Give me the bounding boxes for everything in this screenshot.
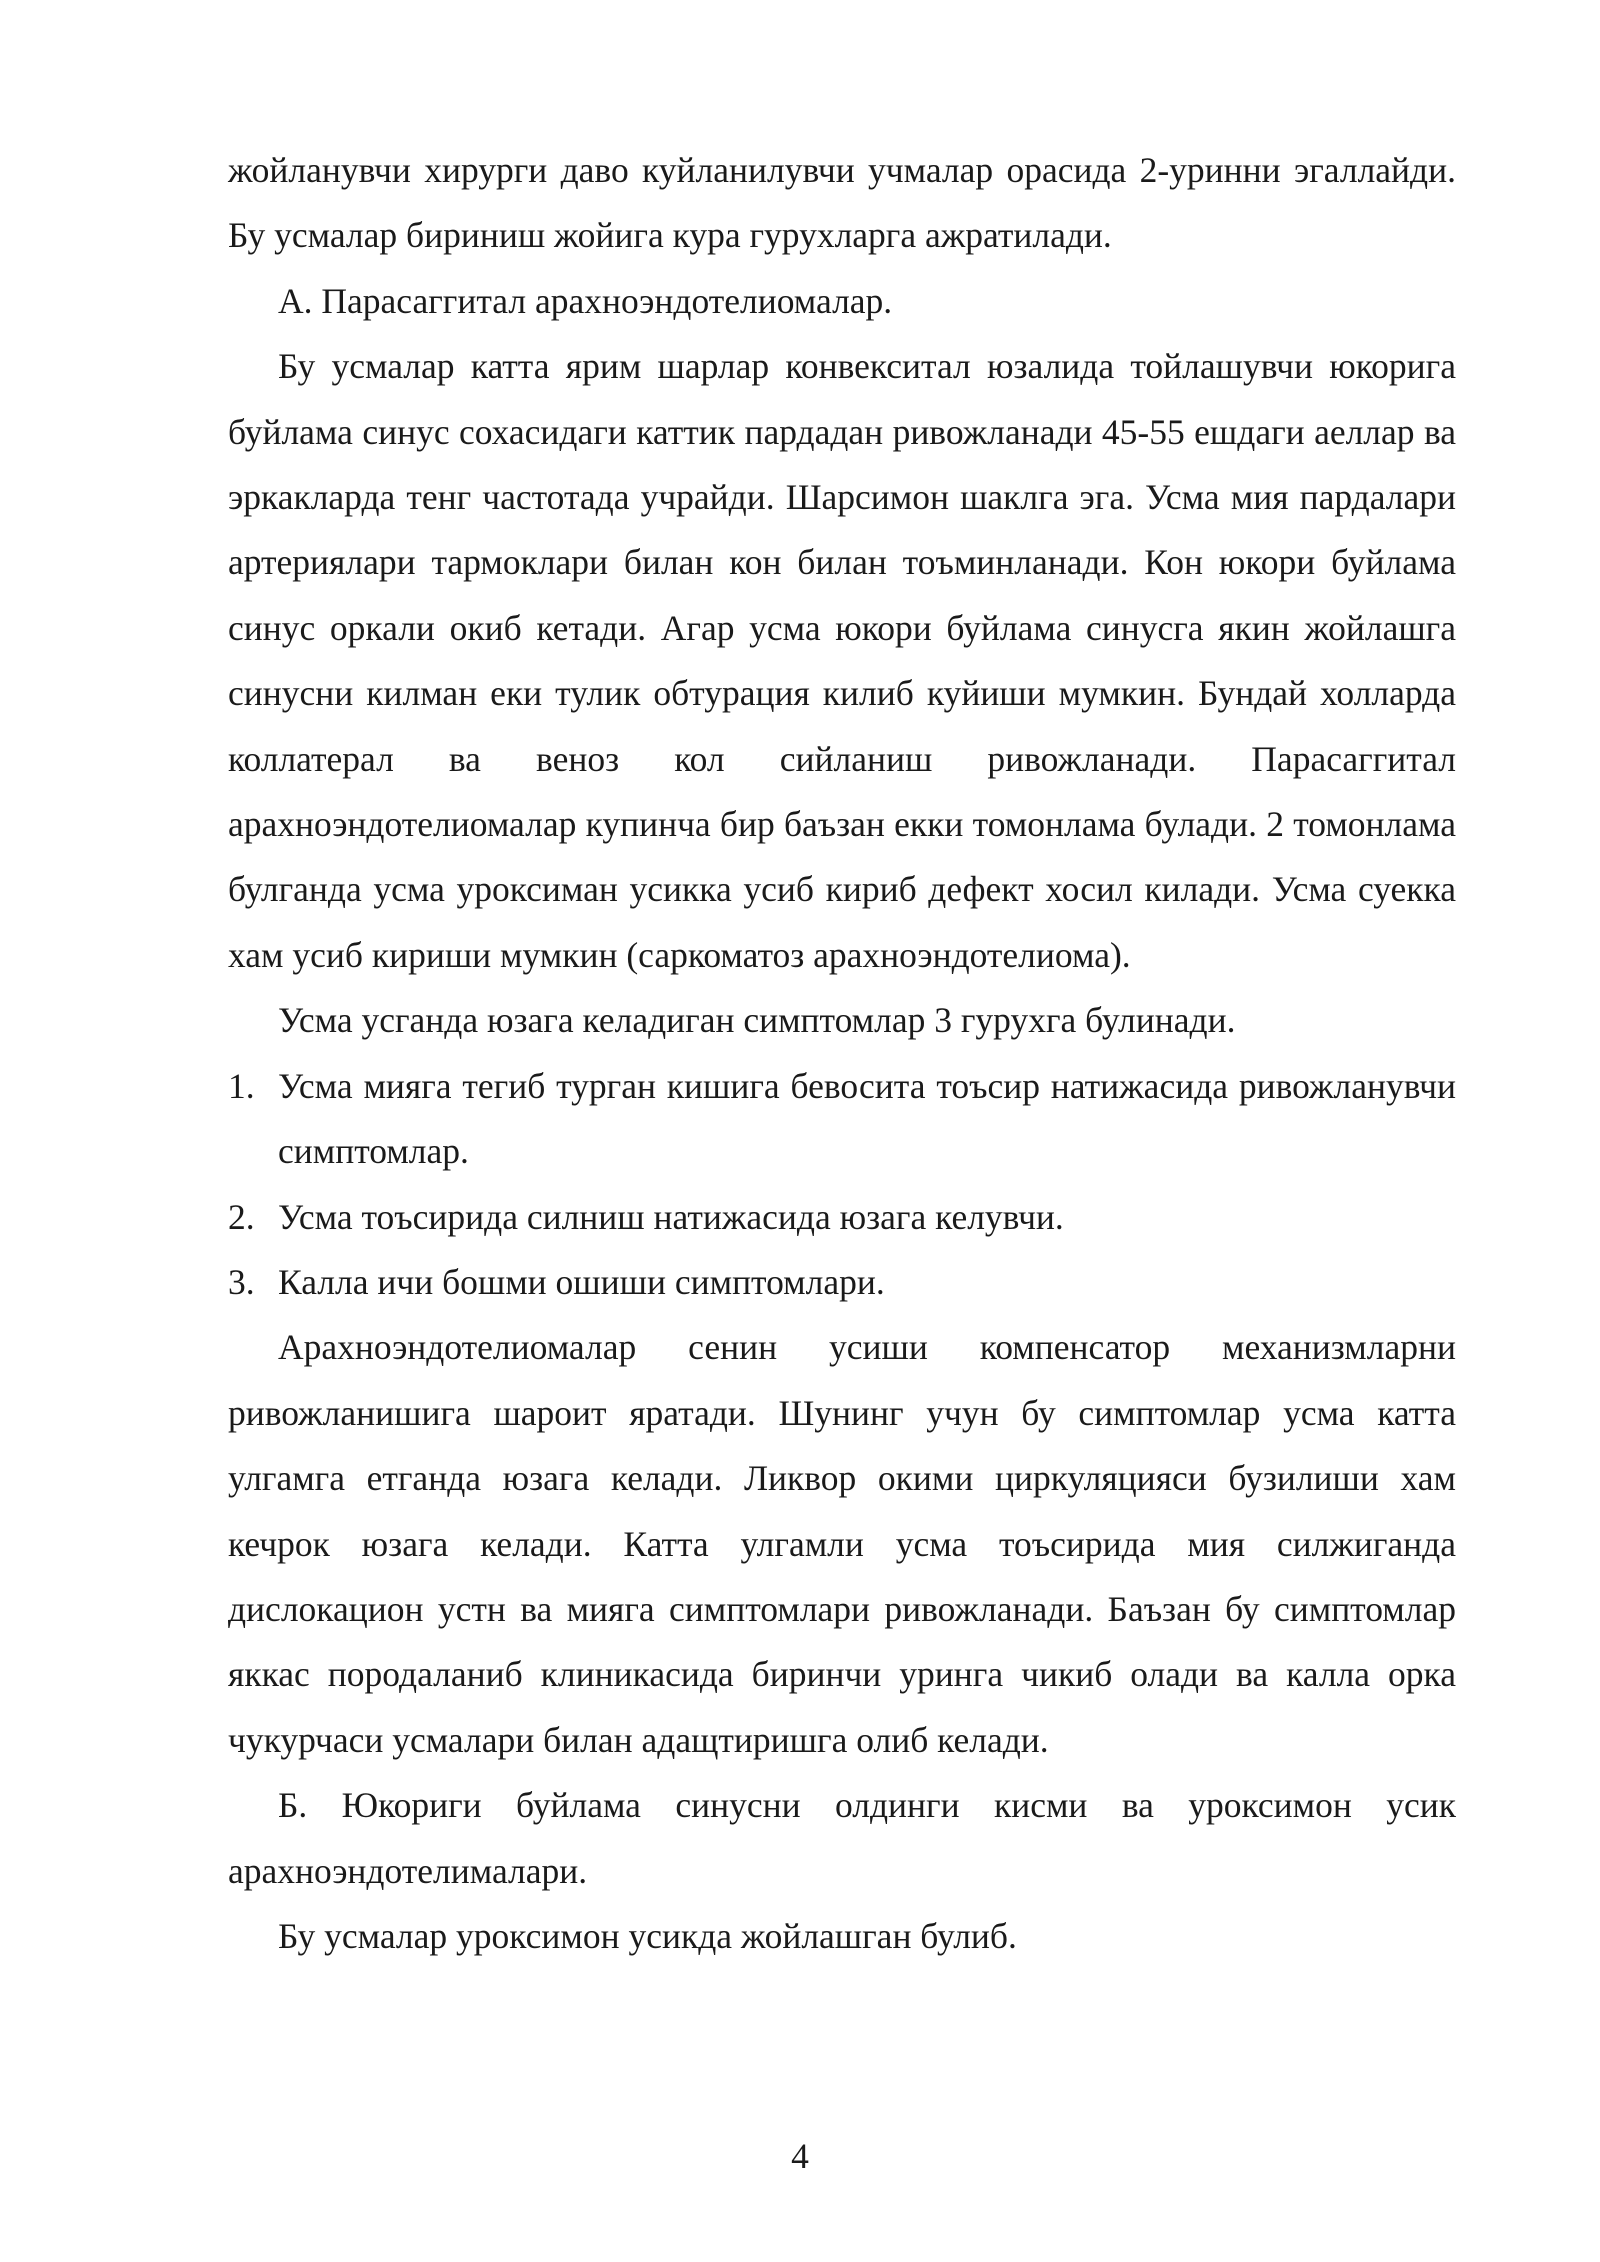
paragraph-symptom-groups: Усма усганда юзага келадиган симптомлар 3 гурухга булинади.: [278, 1000, 1236, 1041]
document-page: [228, 138, 1456, 1969]
list-item-number: 3.: [228, 1261, 255, 1302]
paragraph-continuation: жойланувчи хирурги даво куйланилувчи учмалар орасида 2-уринни эгаллайди. Бу усмалар бириниш жойига кура гурухларга ажратилади.: [228, 150, 1456, 256]
list-item-number: 2.: [228, 1196, 255, 1237]
page-number: 4: [791, 2136, 809, 2176]
list-item-text: Усма тоъсирида силниш натижасида юзага келувчи.: [278, 1196, 1064, 1237]
paragraph-parasagittal: Бу усмалар катта ярим шарлар конвекситал юзалида тойлашувчи юкорига буйлама синус сохасидаги каттик пардадан ривожланади 45-55 ешдаги аеллар ва эркакларда тенг частотада учрайди. Шарсимон шаклга эга. Усма мия пардалари артериялари тармоклари билан кон билан тоъминланади. Кон юкори буйлама синус оркали окиб кетади. Агар усма юкори буйлама синусга якин жойлашга синусни килман еки тулик обтурация килиб куйиши мумкин. Бундай холларда коллатерал ва веноз кол сийланиш ривожланади. Парасаггитал арахноэндотелиомалар купинча бир баъзан екки томонлама булади. 2 томонлама булганда усма уроксиман усикка усиб кириб дефект хосил килади. Усма суекка хам усиб кириши мумкин (саркоматоз арахноэндотелиома).: [228, 346, 1456, 975]
paragraph-falx: Бу усмалар уроксимон усикда жойлашган булиб.: [278, 1915, 1017, 1956]
list-item-text: Усма мияга тегиб турган кишига бевосита тоъсир натижасида ривожланувчи симптомлар.: [278, 1065, 1456, 1172]
list-item: [228, 1185, 1456, 1250]
list-item-text: Калла ичи бошми ошиши симптомлари.: [278, 1261, 885, 1302]
section-heading-b: Б. Юкориги буйлама синусни олдинги кисми ва уроксимон усик арахноэндотелималари.: [228, 1785, 1456, 1891]
section-heading-a: А. Парасаггитал арахноэндотелиомалар.: [278, 280, 893, 321]
list-item: [228, 1250, 1456, 1315]
list-item: [228, 1054, 1456, 1185]
list-item-number: 1.: [228, 1065, 255, 1106]
paragraph-compensation: Арахноэндотелиомалар сенин усиши компенсатор механизмларни ривожланишига шароит яратади. Шунинг учун бу симптомлар усма катта улгамга етганда юзага келади. Ликвор окими циркуляцияси бузилиши хам кечрок юзага келади. Катта улгамли усма тоъсирида мия силжиганда дислокацион устн ва мияга симптомлари ривожланади. Баъзан бу симптомлар яккас породаланиб клиникасида биринчи уринга чикиб олади ва калла орка чукурчаси усмалари билан адащтиришга олиб келади.: [228, 1327, 1456, 1760]
symptom-list: [228, 1054, 1456, 1316]
